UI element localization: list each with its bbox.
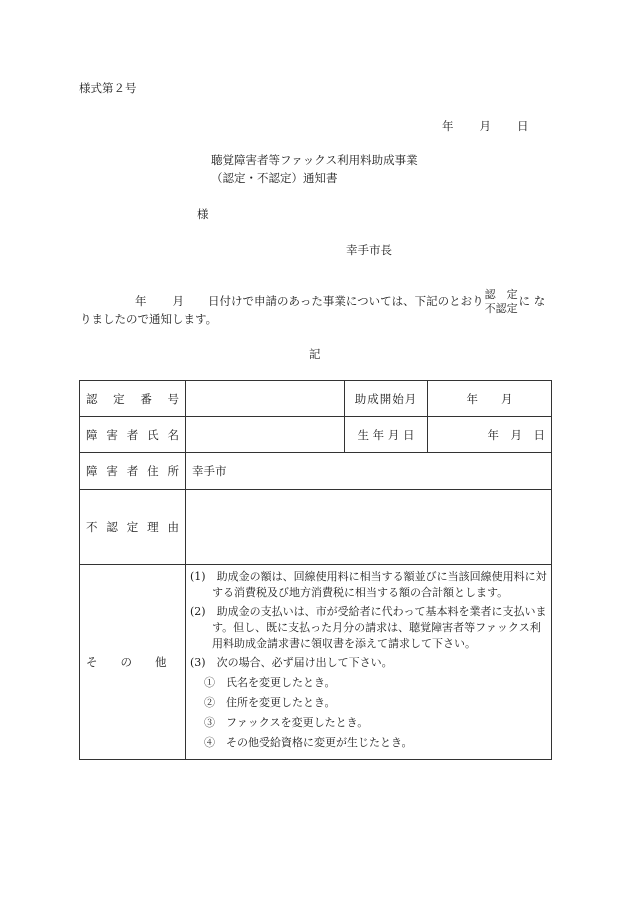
- table-row: [80, 417, 552, 453]
- notice-table: [79, 380, 552, 760]
- date-year: 年: [442, 119, 454, 133]
- notes-block: [190, 567, 547, 757]
- body-year: 年: [135, 294, 147, 308]
- table-row: [80, 490, 552, 565]
- date-line: [442, 118, 529, 134]
- label-birthdate: 生 年 月 日: [345, 417, 428, 453]
- note-subitem: ① 氏名を変更したとき。: [204, 676, 336, 689]
- value-name: [186, 417, 345, 453]
- choice-top: 認 定: [484, 288, 518, 301]
- note-item: (2) 助成金の支払いは、市が受給者に代わって基本料を業者に支払います。但し、既に支払った月分の請求は、聴覚障害者等ファックス利用料助成金請求書に領収書を添えて請求して下さい。: [190, 605, 547, 650]
- issuer: 幸手市長: [346, 243, 392, 257]
- ki-heading: 記: [309, 347, 321, 361]
- date-month: 月: [479, 119, 491, 133]
- choice-bottom: 不認定: [484, 302, 518, 315]
- value-address: 幸手市: [186, 453, 552, 490]
- value-other: [186, 565, 552, 760]
- value-start-month: 年 月: [428, 381, 552, 417]
- label-rejection-reason: 不認定理由: [80, 490, 186, 565]
- title-line-1: 聴覚障害者等ファックス利用料助成事業: [211, 153, 418, 167]
- note-subitem: ③ ファックスを変更したとき。: [204, 716, 369, 729]
- body-month: 月: [172, 294, 184, 308]
- value-rejection-reason: [186, 490, 552, 565]
- label-address: 障害者住所: [80, 453, 186, 490]
- table-row: [80, 565, 552, 760]
- label-name: 障害者氏名: [80, 417, 186, 453]
- value-birthdate: 年 月 日: [428, 417, 552, 453]
- note-subitem: ② 住所を変更したとき。: [204, 696, 336, 709]
- label-start-month: 助成開始月: [345, 381, 428, 417]
- table-row: [80, 381, 552, 417]
- note-subitem: ④ その他受給資格に変更が生じたとき。: [204, 736, 413, 749]
- body-text-a: 日付けで申請のあった事業については、下記のとおり: [208, 294, 484, 308]
- label-other: そ の 他: [80, 565, 186, 760]
- body-line-2: りましたので通知します。: [80, 312, 218, 326]
- addressee-suffix: 様: [197, 207, 209, 221]
- value-certification-number: [186, 381, 345, 417]
- label-certification-number: 認 定 番 号: [80, 381, 186, 417]
- table-row: [80, 453, 552, 490]
- form-number: 様式第２号: [79, 81, 137, 95]
- date-day: 日: [517, 119, 529, 133]
- note-item: (1) 助成金の額は、回線使用料に相当する額並びに当該回線使用料に対する消費税及び地方消費税に相当する額の合計額とします。: [190, 570, 547, 599]
- title-line-2: （認定・不認定）通知書: [211, 171, 338, 185]
- body-text-b: に な: [518, 294, 546, 308]
- note-item: (3) 次の場合、必ず届け出して下さい。: [190, 656, 393, 669]
- choice-stack: [485, 288, 518, 316]
